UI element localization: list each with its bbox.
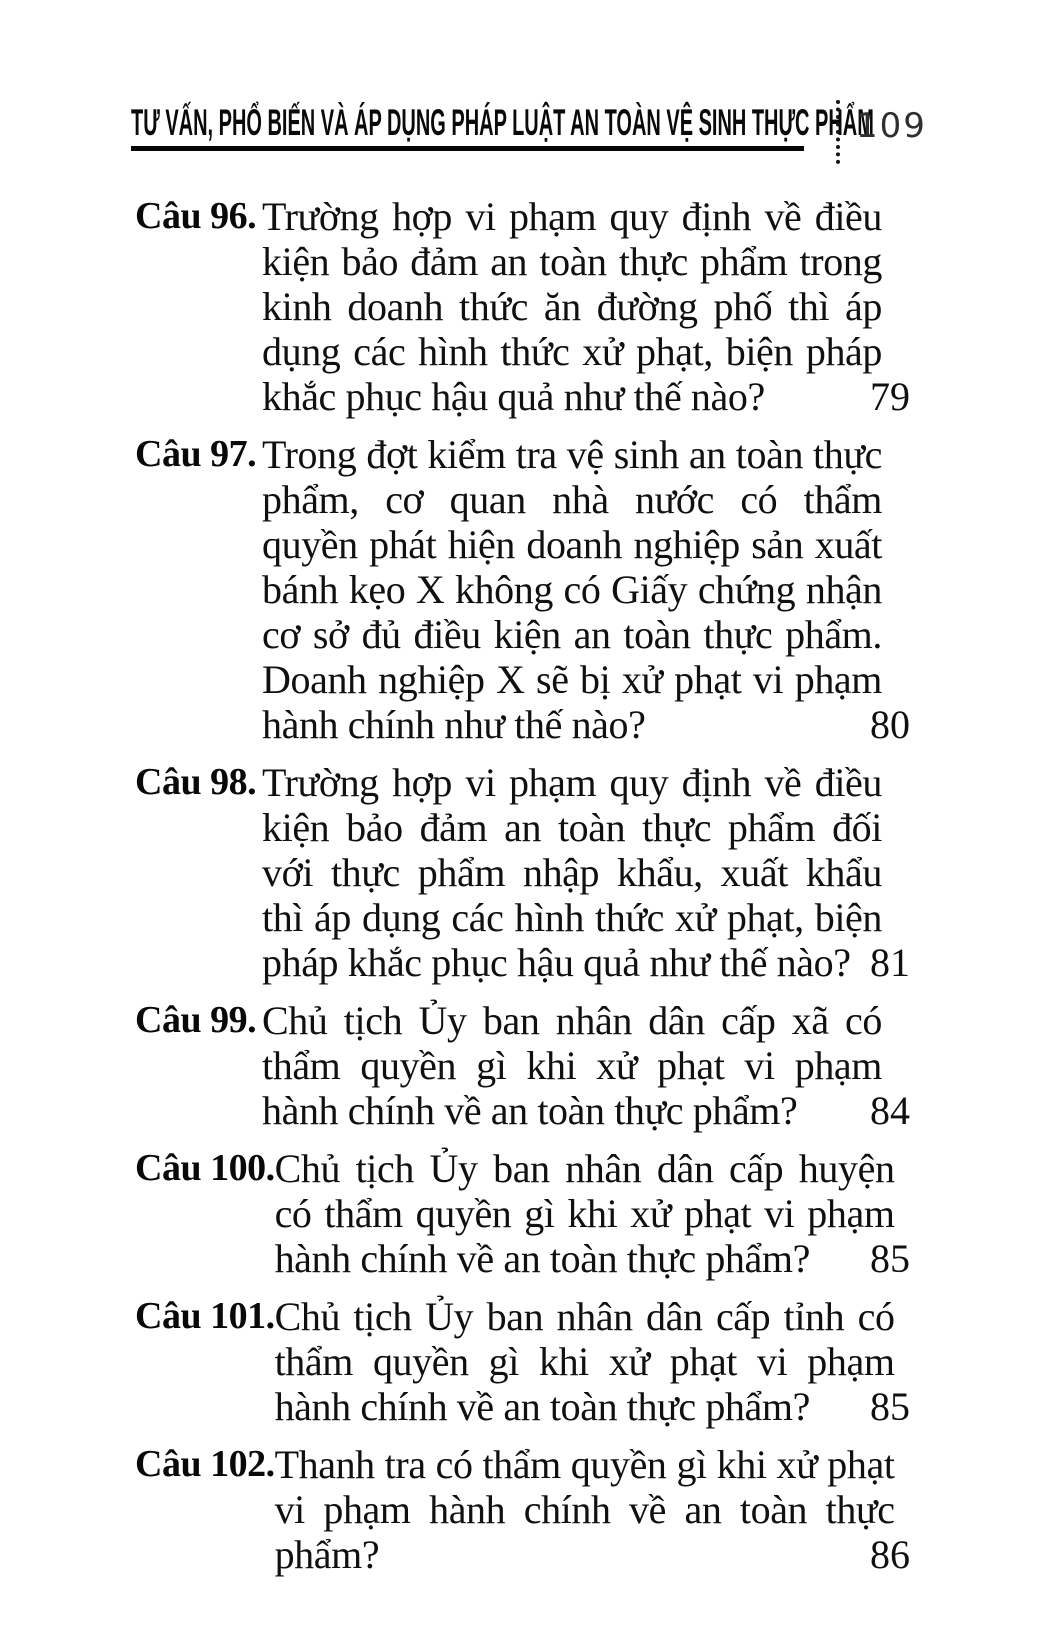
toc-entry-page-number: 80	[870, 702, 910, 747]
toc-entry	[135, 1294, 910, 1429]
toc-entry	[135, 432, 910, 747]
toc-entry	[135, 194, 910, 419]
toc-entry-label: Câu 98.	[135, 761, 257, 803]
toc-entry-page-number: 85	[870, 1384, 910, 1429]
current-page-number: 109	[856, 106, 927, 146]
toc-entry	[135, 1442, 910, 1577]
toc-list	[135, 194, 910, 1590]
toc-entry-page-number: 86	[870, 1532, 910, 1577]
toc-entry-page-number: 81	[870, 940, 910, 985]
toc-entry-page-number: 79	[870, 374, 910, 419]
header-underline-rule	[131, 146, 804, 151]
toc-entry	[135, 1146, 910, 1281]
toc-entry	[135, 998, 910, 1133]
toc-entry-text: Chủ tịch Ủy ban nhân dân cấp tỉnh có thẩm quyền gì khi xử phạt vi phạm hành chính về an toàn thực phẩm?	[274, 1294, 895, 1429]
toc-entry-text: Thanh tra có thẩm quyền gì khi xử phạt vi phạm hành chính về an toàn thực phẩm?	[274, 1442, 895, 1577]
toc-entry-page-number: 84	[870, 1088, 910, 1133]
toc-entry	[135, 760, 910, 985]
header-dotted-divider	[836, 100, 840, 164]
toc-entry-page-number: 85	[870, 1236, 910, 1281]
toc-entry-label: Câu 102.	[135, 1443, 275, 1485]
toc-entry-text: Trường hợp vi phạm quy định về điều kiện bảo đảm an toàn thực phẩm đối với thực phẩm nhập khẩu, xuất khẩu thì áp dụng các hình thức xử phạt, biện pháp khắc phục hậu quả như thế nào?	[262, 760, 882, 985]
toc-entry-label: Câu 96.	[135, 195, 257, 237]
running-header	[0, 0, 1040, 180]
toc-entry-label: Câu 101.	[135, 1295, 275, 1337]
toc-entry-text: Chủ tịch Ủy ban nhân dân cấp xã có thẩm quyền gì khi xử phạt vi phạm hành chính về an toàn thực phẩm?	[262, 998, 882, 1133]
toc-entry-text: Trong đợt kiểm tra vệ sinh an toàn thực phẩm, cơ quan nhà nước có thẩm quyền phát hiện doanh nghiệp sản xuất bánh kẹo X không có Giấy chứng nhận cơ sở đủ điều kiện an toàn thực phẩm. Doanh nghiệp X sẽ bị xử phạt vi phạm hành chính như thế nào?	[262, 432, 882, 747]
running-header-title: TƯ VẤN, PHỔ BIẾN VÀ ÁP DỤNG PHÁP LUẬT AN TOÀN VỆ SINH THỰC PHẨM	[131, 102, 874, 143]
toc-entry-label: Câu 97.	[135, 433, 257, 475]
toc-entry-label: Câu 99.	[135, 999, 257, 1041]
toc-entry-label: Câu 100.	[135, 1147, 275, 1189]
toc-entry-text: Trường hợp vi phạm quy định về điều kiện bảo đảm an toàn thực phẩm trong kinh doanh thức ăn đường phố thì áp dụng các hình thức xử phạt, biện pháp khắc phục hậu quả như thế nào?	[262, 194, 882, 419]
toc-entry-text: Chủ tịch Ủy ban nhân dân cấp huyện có thẩm quyền gì khi xử phạt vi phạm hành chính về an toàn thực phẩm?	[274, 1146, 895, 1281]
